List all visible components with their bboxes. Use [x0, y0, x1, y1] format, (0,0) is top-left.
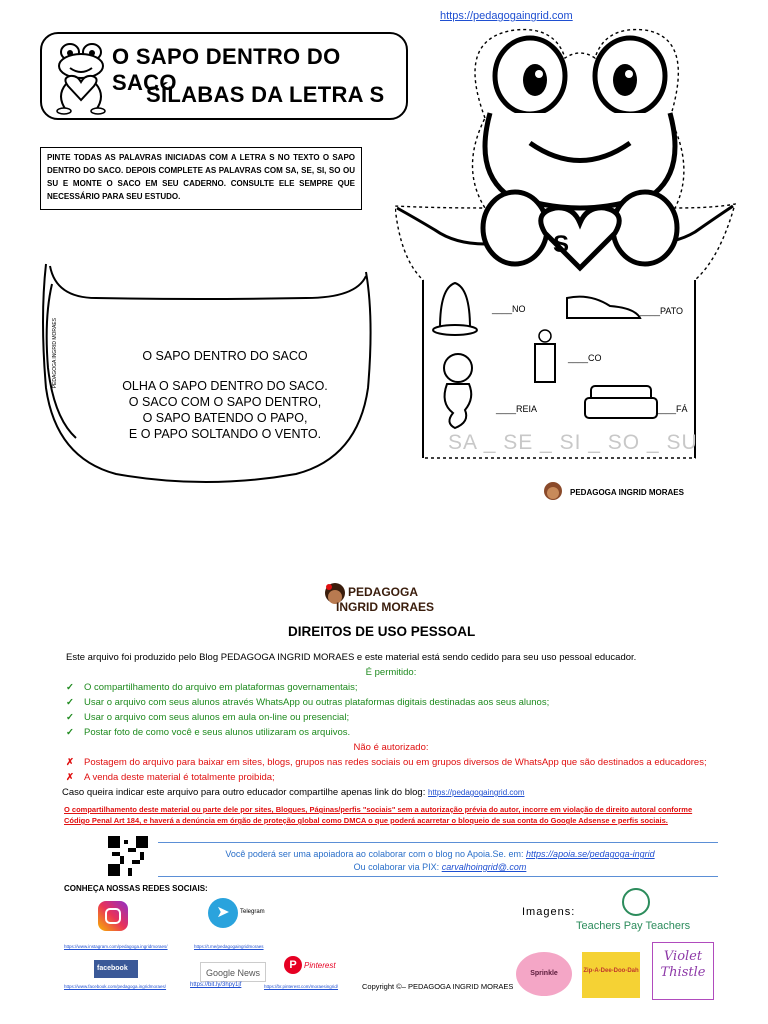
brand-small: PEDAGOGA INGRID MORAES: [570, 488, 684, 497]
thistle-label: Thistle: [660, 965, 706, 980]
frog-heart-icon: [52, 40, 110, 116]
violet-thistle-logo: [652, 942, 714, 1000]
pedagoga-logo-text: PEDAGOGA: [348, 585, 419, 599]
telegram-link[interactable]: https://t.me/pedagogaingridmoraes: [194, 944, 264, 949]
poem: [80, 348, 370, 442]
share-link[interactable]: https://pedagogaingrid.com: [427, 788, 525, 797]
facebook-icon[interactable]: [94, 960, 138, 978]
allowed-heading: É permitido:: [365, 667, 417, 678]
check-icon: ✓: [66, 712, 74, 723]
x-icon: ✗: [66, 772, 74, 783]
bag-credit: PEDAGOGA INGRID MORAES: [52, 318, 58, 389]
pedagoga-logo-name: INGRID MORAES: [336, 600, 435, 614]
check-icon: ✓: [66, 697, 74, 708]
denied-item: Postagem do arquivo para baixar em sites, blogs, grupos nas redes sociais ou em grupos diversos de WhatsApp que são destinados a educadores;: [84, 757, 707, 768]
poem-line: O SAPO BATENDO O PAPO,: [142, 411, 308, 425]
copyright-warning: O compartilhamento deste material ou parte dele por sites, Blogues, Páginas/perfis "sociais" sem a autorização prévia do autor, incorre em violação de direito autoral conforme Código Penal Art 184, e haverá a denúncia em órgão de proteção global como DMCA o que poderá acarretar o bloqueio de sua conta do Google Adsense e perfis sociais.: [64, 805, 693, 825]
instagram-link[interactable]: https://www.instagram.com/pedagoga.ingridmoraes/: [64, 944, 168, 949]
pinterest-label: Pinterest: [304, 961, 336, 970]
qr-code-icon: [108, 836, 148, 876]
check-icon: ✓: [66, 682, 74, 693]
poem-line: O SACO COM O SAPO DENTRO,: [128, 395, 322, 409]
rights-title: DIREITOS DE USO PESSOAL: [288, 624, 476, 639]
tpt-logo-icon: [622, 888, 650, 916]
zip-logo: [582, 952, 640, 998]
allowed-item: Usar o arquivo com seus alunos em aula on-line ou presencial;: [84, 712, 350, 723]
check-icon: ✓: [66, 727, 74, 738]
sprinkle-label: Sprinkle: [530, 970, 558, 977]
word-no: ____NO: [492, 304, 526, 314]
apoia-text: Você poderá ser uma apoiadora ao colaborar com o blog no Apoia.Se. em:: [225, 849, 527, 859]
allowed-item: Usar o arquivo com seus alunos através WhatsApp ou outras plataformas digitais destinadas aos seus alunos;: [84, 697, 550, 708]
word-fa: ____FÁ: [656, 404, 688, 414]
denied-heading: Não é autorizado:: [353, 742, 429, 753]
denied-item: A venda deste material é totalmente proibida;: [84, 772, 275, 783]
x-icon: ✗: [66, 757, 74, 768]
zip-label: Zip-A-Dee-Doo-Dah: [583, 968, 639, 974]
social-title: CONHEÇA NOSSAS REDES SOCIAIS:: [64, 884, 208, 893]
telegram-icon[interactable]: ➤: [208, 898, 238, 928]
google-news-label: Google News: [205, 968, 261, 978]
share-text: Caso queira indicar este arquivo para outro educador compartilhe apenas link do blog:: [62, 787, 428, 798]
pinterest-link[interactable]: https://br.pinterest.com/moraesingrid/: [264, 984, 339, 989]
violet-label: Violet: [663, 949, 703, 964]
images-label: Imagens:: [522, 906, 576, 918]
pix-link[interactable]: carvalhoingrid@.com: [441, 862, 527, 872]
divider: [158, 876, 718, 877]
instagram-icon[interactable]: [98, 901, 128, 931]
allowed-item: Postar foto de como você e seus alunos utilizaram os arquivos.: [84, 727, 351, 738]
google-news-icon[interactable]: [200, 962, 266, 982]
frog-cutout: [395, 18, 767, 468]
telegram-label: Telegram: [240, 909, 265, 915]
google-news-link[interactable]: https://bit.ly/3hpy1jf: [190, 982, 242, 988]
word-co: ____CO: [568, 353, 602, 363]
title-box: [40, 32, 408, 120]
poem-line: OLHA O SAPO DENTRO DO SACO.: [122, 379, 328, 393]
apoia-section: [160, 848, 720, 874]
site-url[interactable]: https://pedagogaingrid.com: [440, 10, 573, 22]
apoia-link[interactable]: https://apoia.se/pedagoga-ingrid: [526, 849, 655, 859]
word-reia: ____REIA: [496, 404, 538, 414]
facebook-link[interactable]: https://www.facebook.com/pedagoga.ingridmoraes/: [64, 984, 167, 989]
pinterest-icon[interactable]: P: [284, 956, 302, 974]
poem-title: O SAPO DENTRO DO SACO: [142, 349, 308, 363]
sprinkle-logo: [516, 952, 572, 996]
allowed-item: O compartilhamento do arquivo em plataformas governamentais;: [84, 682, 358, 693]
rights-text: [62, 650, 716, 800]
page-subtitle: SÍLABAS DA LETRA S: [146, 82, 385, 107]
pix-text: Ou colaborar via PIX:: [353, 862, 442, 872]
syllables-strip: SA _ SE _ SI _ SO _ SU: [448, 431, 698, 454]
rights-intro: Este arquivo foi produzido pelo Blog PEDAGOGA INGRID MORAES e este material está sendo cedido para seu uso pessoal educador.: [66, 652, 637, 663]
teacher-avatar-icon: [538, 481, 568, 505]
poem-line: E O PAPO SOLTANDO O VENTO.: [128, 427, 322, 441]
divider: [158, 842, 718, 843]
page-title: O SAPO DENTRO DO SACO: [112, 44, 341, 95]
tpt-label: Teachers Pay Teachers: [576, 920, 691, 932]
copyright: Copyright ©– PEDAGOGA INGRID MORAES: [362, 982, 514, 991]
word-pato: ____PATO: [640, 306, 684, 316]
facebook-label: facebook: [97, 965, 128, 972]
frog-letter: S: [552, 231, 570, 258]
instruction-box: PINTE TODAS AS PALAVRAS INICIADAS COM A LETRA S NO TEXTO O SAPO DENTRO DO SACO. DEPOIS COMPLETE AS PALAVRAS COM SA, SE, SI, SO OU SU E MONTE O SACO EM SEU CADERNO. CONSULTE ELE SEMPRE QUE NECESSÁRIO PARA SEU ESTUDO.: [40, 147, 362, 210]
